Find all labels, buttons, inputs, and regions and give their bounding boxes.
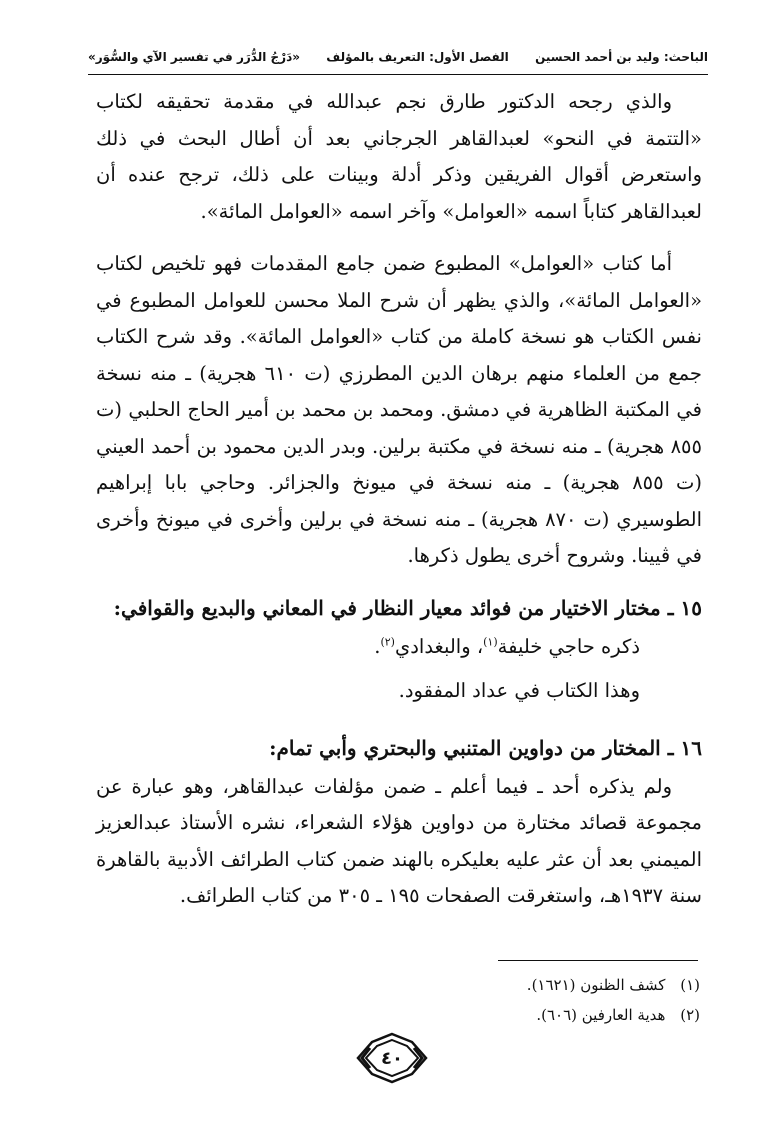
footnotes (300, 970, 700, 1030)
section-15-text-a: ذكره حاجي خليفة (497, 634, 640, 658)
page-number-ornament (356, 1032, 428, 1084)
footnote-ref-1[interactable]: (١) (483, 635, 498, 648)
footnote-item (300, 970, 700, 1000)
header-chapter: الفصل الأول: التعريف بالمؤلف (326, 50, 509, 64)
section-15-line-1 (96, 629, 702, 665)
section-15-heading: ١٥ ـ مختار الاختيار من فوائد معيار النظار في المعاني والبديع والقوافي: (113, 595, 702, 620)
page-number: ٤٠ (381, 1047, 403, 1069)
footnote-text: هدية العارفين (٦٠٦). (536, 1006, 666, 1024)
header-divider (88, 74, 708, 75)
footnote-divider (498, 960, 698, 961)
footnote-item (300, 1000, 700, 1030)
paragraph-1: والذي رجحه الدكتور طارق نجم عبدالله في مقدمة تحقيقه لكتاب «التتمة في النحو» لعبدالقاهر الجرجاني بعد أن أطال البحث في ذلك واستعرض أقوال الفريقين وذكر أدلة وبينات على ذلك، ترجح عنده أن لعبدالقاهر كتاباً اسمه «العوامل» وآخر اسمه «العوامل المائة». (96, 90, 702, 223)
section-16-paragraph: ولم يذكره أحد ـ فيما أعلم ـ ضمن مؤلفات عبدالقاهر، وهو عبارة عن مجموعة قصائد مختارة من دواوين هؤلاء الشعراء، نشره الأستاذ عبدالعزيز الميمني بعد أن عثر عليه بعليكره بالهند ضمن كتاب الطرائف الأدبية بالقاهرة سنة ١٩٣٧هـ، واستغرقت الصفحات ١٩٥ ـ ٣٠٥ من كتاب الطرائف. (96, 774, 702, 907)
footnote-text: كشف الظنون (١٦٢١). (526, 976, 666, 994)
section-15-text-b: ، والبغدادي (394, 634, 484, 658)
section-16-heading: ١٦ ـ المختار من دواوين المتنبي والبحتري وأبي تمام: (269, 735, 702, 760)
page-body (96, 84, 702, 931)
running-header (88, 42, 708, 72)
footnote-ref-2[interactable]: (٢) (380, 635, 395, 648)
paragraph-2: أما كتاب «العوامل» المطبوع ضمن جامع المقدمات فهو تلخيص لكتاب «العوامل المائة»، والذي يظهر أن شرح الملا محسن للعوامل المطبوع في نفس الكتاب هو نسخة كاملة من كتاب «العوامل المائة». وقد شرح الكتاب جمع من العلماء منهم برهان الدين المطرزي (ت ٦١٠ هجرية) ـ منه نسخة في المكتبة الظاهرية في دمشق. ومحمد بن محمد بن أمير الحاج الحلبي (ت ٨٥٥ هجرية) ـ منه نسخة في مكتبة برلين. وبدر الدين محمود بن أحمد العيني (ت ٨٥٥ هجرية) ـ منه نسخة في ميونخ والجزائر. وحاجي بابا إبراهيم الطوسيري (ت ٨٧٠ هجرية) ـ منه نسخة في برلين وأخرى في ميونخ وأخرى في ڤيينا. وشروح أخرى يطول ذكرها. (96, 252, 702, 567)
header-author: الباحث: وليد بن أحمد الحسين (535, 50, 708, 64)
footnote-number: (١) (680, 976, 700, 994)
footnote-number: (٢) (680, 1006, 700, 1024)
header-book-title: «دَرْجُ الدُّرَر في تفسير الآي والسُّوَر» (88, 50, 300, 64)
section-15-text-c: . (374, 634, 381, 658)
section-15-line-2: وهذا الكتاب في عداد المفقود. (398, 678, 640, 702)
